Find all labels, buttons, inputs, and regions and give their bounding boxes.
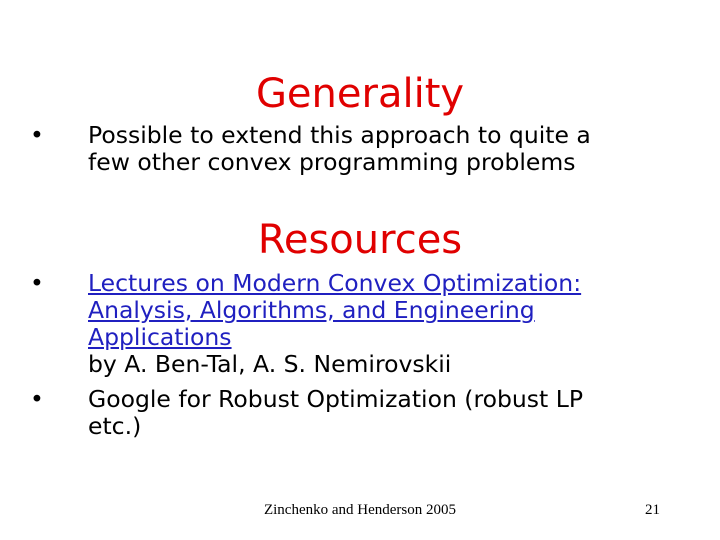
bullet-item (30, 122, 670, 176)
slide-footer: Zinchenko and Henderson 2005 (263, 502, 457, 518)
book-link[interactable]: Lectures on Modern Convex Optimization: (88, 269, 582, 297)
book-link[interactable]: Analysis, Algorithms, and Engineering (88, 296, 535, 324)
book-authors: by A. Ben-Tal, A. S. Nemirovskii (88, 350, 452, 378)
bullet-text-line: etc.) (88, 412, 142, 440)
slide-title-resources: Resources (257, 217, 463, 263)
slide-title-generality: Generality (255, 71, 465, 117)
bullet-text-line: Google for Robust Optimization (robust LP (88, 385, 584, 413)
book-link[interactable]: Applications (88, 323, 232, 351)
bullet-marker: • (30, 269, 44, 297)
page-number: 21 (645, 502, 660, 518)
bullet-text-line: Possible to extend this approach to quite a (88, 121, 591, 149)
bullet-item (30, 386, 670, 440)
bullet-marker: • (30, 121, 44, 149)
bullet-marker: • (30, 385, 44, 413)
bullet-text-line: few other convex programming problems (88, 148, 576, 176)
bullet-item (30, 270, 670, 378)
